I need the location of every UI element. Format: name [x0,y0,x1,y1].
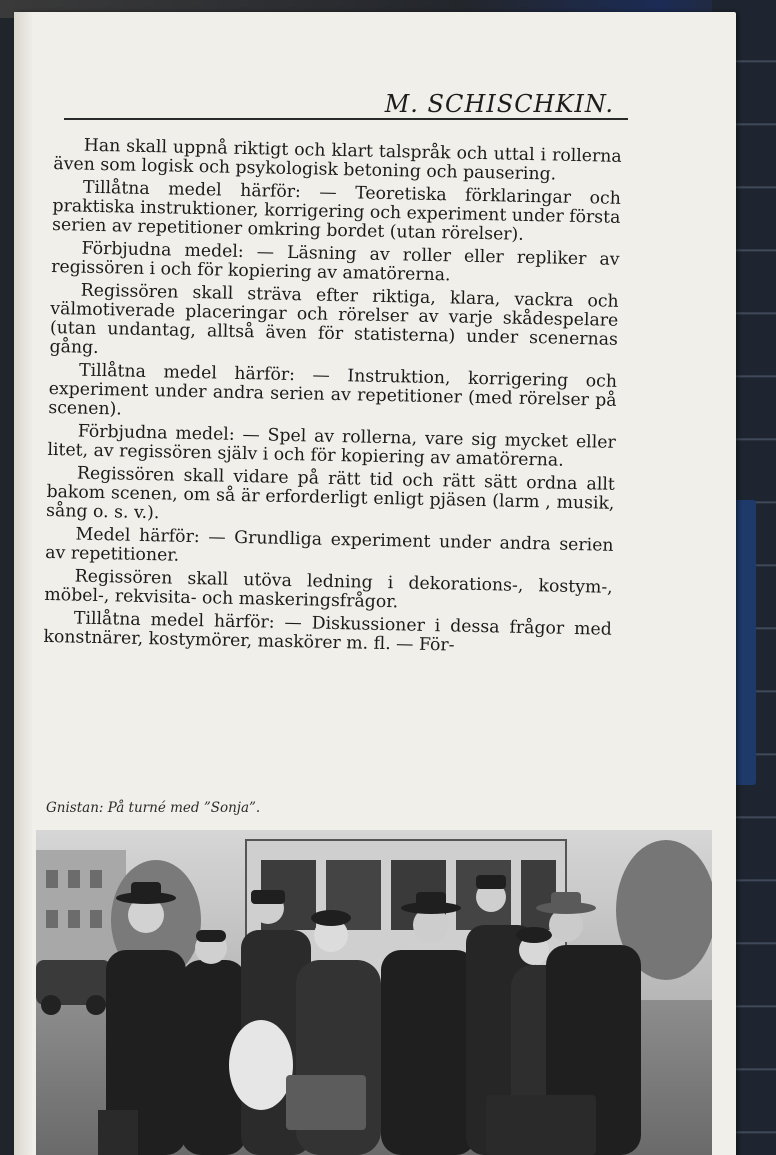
group-photo [36,830,712,1155]
paragraph: Förbjudna medel: — Läsning av roller eller repliker av regissören i och för kopiering av amatörerna. [51,238,620,286]
paragraph: Tillåtna medel härför: — Diskussioner i dessa frågor med konstnärer, kostymörer, maskörer m. fl. — För- [43,608,612,656]
header-rule [64,118,628,120]
paragraph: Förbjudna medel: — Spel av rollerna, vare sig mycket eller litet, av regissören själv i och för kopiering av amatörerna. [47,421,616,471]
paragraph: Regissören skall utöva ledning i dekorations-, kostym-, möbel-, rekvisita- och maskeringsfrågor. [44,566,613,613]
paragraph: Regissören skall vidare på rätt tid och rätt sätt ordna allt bakom scenen, om så är erforderligt enligt pjäsen (larm , musik, sång o. s. v.). [45,463,616,524]
paragraph: Regissören skall sträva efter riktiga, klara, vackra och välmotiverade placeringar och rörelser av varje skådespelare (utan undantag, alltså även för statisterna) under scenernas gång. [49,280,619,358]
paragraph: Medel härför: — Grundliga experiment under andra serien av repetitioner. [45,524,614,566]
page-gutter [14,12,32,1155]
paragraph: Tillåtna medel härför: — Instruktion, korrigering och experiment under andra serien av repetitioner (med rörelser på scenen). [48,360,618,420]
running-header-title: M. SCHISCHKIN. [384,90,614,118]
body-text [43,136,622,663]
photo-caption: Gnistan: På turné med ”Sonja”. [46,800,261,816]
group-photo-illustration [36,830,712,1155]
paragraph: Han skall uppnå riktigt och klart talspråk och uttal i rollerna även som logisk och psykologisk betoning och pausering. [53,135,622,185]
paragraph: Tillåtna medel härför: — Teoretiska förklaringar och praktiska instruktioner, korrigering och experiment under första serien av repetitioner omkring bordet (utan rörelser). [51,177,622,245]
